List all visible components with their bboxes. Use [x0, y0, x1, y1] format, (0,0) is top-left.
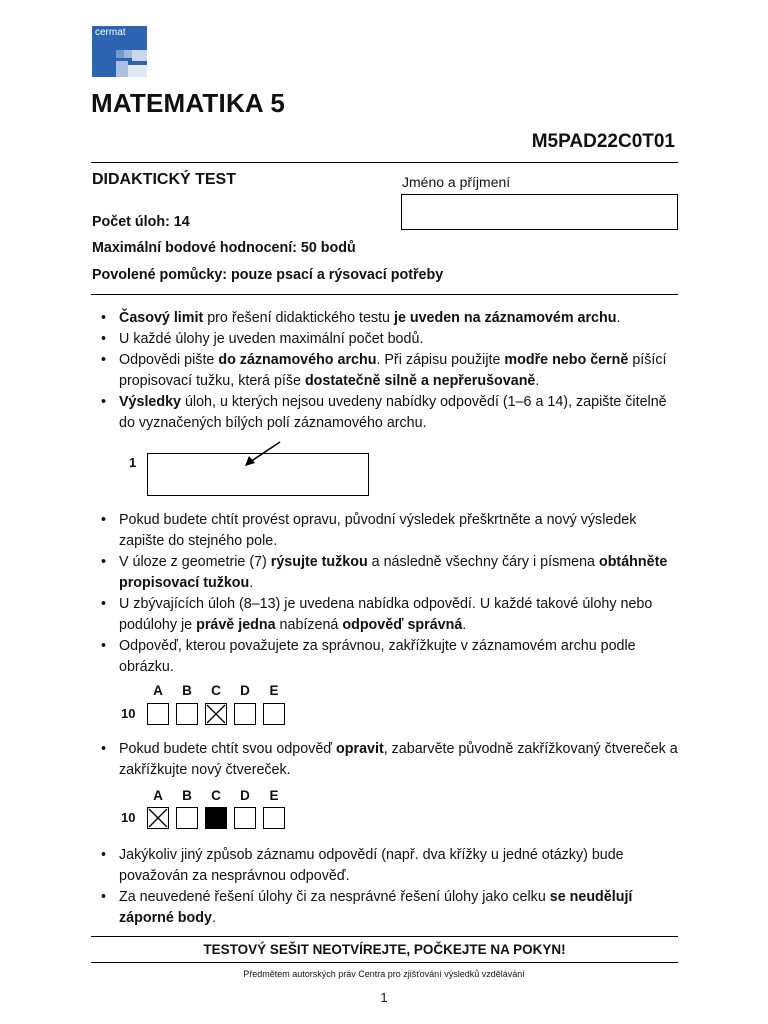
emphasis-text: modře nebo černě [504, 352, 629, 368]
emphasis-text: právě jedna [196, 617, 276, 633]
instructions-list [92, 845, 682, 929]
answer-letter: B [182, 788, 192, 803]
checkbox [263, 807, 285, 829]
max-points: Maximální bodové hodnocení: 50 bodů [92, 240, 356, 256]
divider [91, 162, 678, 163]
emphasis-text: Časový limit [119, 310, 204, 326]
checkbox-crossed [147, 807, 169, 829]
cermat-logo [92, 26, 147, 77]
logo-square [128, 65, 147, 77]
instruction-text: , zabarvěte původně zakřížkovaný čtvereček a zakřížkujte nový čtvereček. [119, 741, 678, 778]
instruction-item [92, 887, 682, 929]
instruction-text: Pokud budete chtít provést opravu, původní výsledek přeškrtněte a nový výsledek zapište do stejného pole. [119, 512, 637, 549]
logo-square [124, 50, 132, 58]
emphasis-text: obtáhněte propisovací tužkou [119, 554, 668, 591]
arrow-icon [240, 440, 285, 470]
logo-square [116, 61, 128, 77]
instruction-text: U každé úlohy je uveden maximální počet bodů. [119, 331, 424, 347]
instructions-list [92, 510, 682, 678]
cross-mark-icon [206, 704, 226, 724]
instruction-text: Jakýkoliv jiný způsob záznamu odpovědí (např. dva křížky u jedné otázky) bude považován za nesprávnou odpověď. [119, 847, 624, 884]
instruction-item [92, 392, 682, 434]
checkbox [176, 807, 198, 829]
document-title: MATEMATIKA 5 [91, 88, 286, 118]
task-count: Počet úloh: 14 [92, 214, 190, 230]
checkbox [234, 703, 256, 725]
test-code: M5PAD22C0T01 [531, 131, 675, 152]
logo-text: cermat [95, 27, 126, 38]
answer-letter: D [240, 683, 250, 698]
checkbox [234, 807, 256, 829]
instruction-text: V úloze z geometrie (7) [119, 554, 271, 570]
instruction-item [92, 552, 682, 594]
checkbox-crossed [205, 703, 227, 725]
emphasis-text: do záznamového archu [218, 352, 377, 368]
answer-letter: B [182, 683, 192, 698]
copyright-notice: Předmětem autorských práv Centra pro zjišťování výsledků vzdělávání [243, 969, 525, 979]
instruction-item [92, 510, 682, 552]
checkbox [176, 703, 198, 725]
logo-square [132, 50, 147, 61]
example-task-number: 1 [129, 455, 137, 470]
section-title: DIDAKTICKÝ TEST [92, 171, 236, 188]
instruction-text: . [211, 910, 216, 926]
example-question-number: 10 [121, 706, 136, 721]
checkbox [263, 703, 285, 725]
instruction-item [92, 308, 682, 329]
instruction-text: Odpověď, kterou považujete za správnou, zakřížkujte v záznamovém archu podle obrázku. [119, 638, 636, 675]
answer-letter: E [269, 788, 279, 803]
instruction-text: Pokud budete chtít svou odpověď [119, 741, 337, 757]
name-field[interactable] [401, 194, 678, 230]
cross-mark-icon [148, 808, 168, 828]
instruction-item [92, 636, 682, 678]
logo-square [116, 50, 124, 58]
instruction-item [92, 594, 682, 636]
emphasis-text: dostatečně silně a nepřerušovaně [304, 373, 536, 389]
emphasis-text: rýsujte tužkou [270, 554, 368, 570]
divider [91, 936, 678, 937]
divider [91, 962, 678, 963]
emphasis-text: odpověď správná [342, 617, 463, 633]
instruction-text: píšící propisovací tužku, která píše [119, 352, 667, 389]
name-field-label: Jméno a příjmení [402, 174, 511, 190]
answer-letter: D [240, 788, 250, 803]
instruction-text: U zbývajících úloh (8–13) je uvedena nabídka odpovědí. U každé takové úlohy nebo podúlohy je [119, 596, 653, 633]
instructions-list [92, 308, 682, 434]
instruction-text: . [462, 617, 467, 633]
divider [91, 294, 678, 295]
answer-letter: C [211, 683, 221, 698]
allowed-tools: Povolené pomůcky: pouze psací a rýsovací potřeby [92, 267, 444, 283]
instructions-list [92, 739, 682, 781]
instruction-text: . Při zápisu použijte [376, 352, 505, 368]
emphasis-text: je uveden na záznamovém archu [393, 310, 617, 326]
instruction-item [92, 845, 682, 887]
emphasis-text: se neudělují záporné body [119, 889, 633, 926]
emphasis-text: Výsledky [119, 394, 181, 410]
instruction-text: . [535, 373, 540, 389]
answer-letter: C [211, 788, 221, 803]
checkbox-filled [205, 807, 227, 829]
answer-letter: A [153, 788, 163, 803]
instruction-text: pro řešení didaktického testu [203, 310, 394, 326]
example-question-number: 10 [121, 810, 136, 825]
instruction-item [92, 329, 682, 350]
instruction-text: Odpovědi pište [119, 352, 219, 368]
instruction-item [92, 350, 682, 392]
instruction-text: Za neuvedené řešení úlohy či za nesprávné řešení úlohy jako celku [119, 889, 550, 905]
checkbox [147, 703, 169, 725]
emphasis-text: opravit [336, 741, 384, 757]
instruction-text: a následně všechny čáry i písmena [367, 554, 599, 570]
instruction-text: . [249, 575, 254, 591]
instruction-text: úloh, u kterých nejsou uvedeny nabídky odpovědí (1–6 a 14), zapište čitelně do vyznačených bílých polí záznamového archu. [119, 394, 667, 431]
page-number: 1 [380, 990, 388, 1005]
footer-warning: TESTOVÝ SEŠIT NEOTVÍREJTE, POČKEJTE NA POKYN! [203, 942, 566, 957]
answer-letter: E [269, 683, 279, 698]
instruction-text: . [616, 310, 621, 326]
instruction-text: nabízená [275, 617, 343, 633]
instruction-item [92, 739, 682, 781]
answer-letter: A [153, 683, 163, 698]
